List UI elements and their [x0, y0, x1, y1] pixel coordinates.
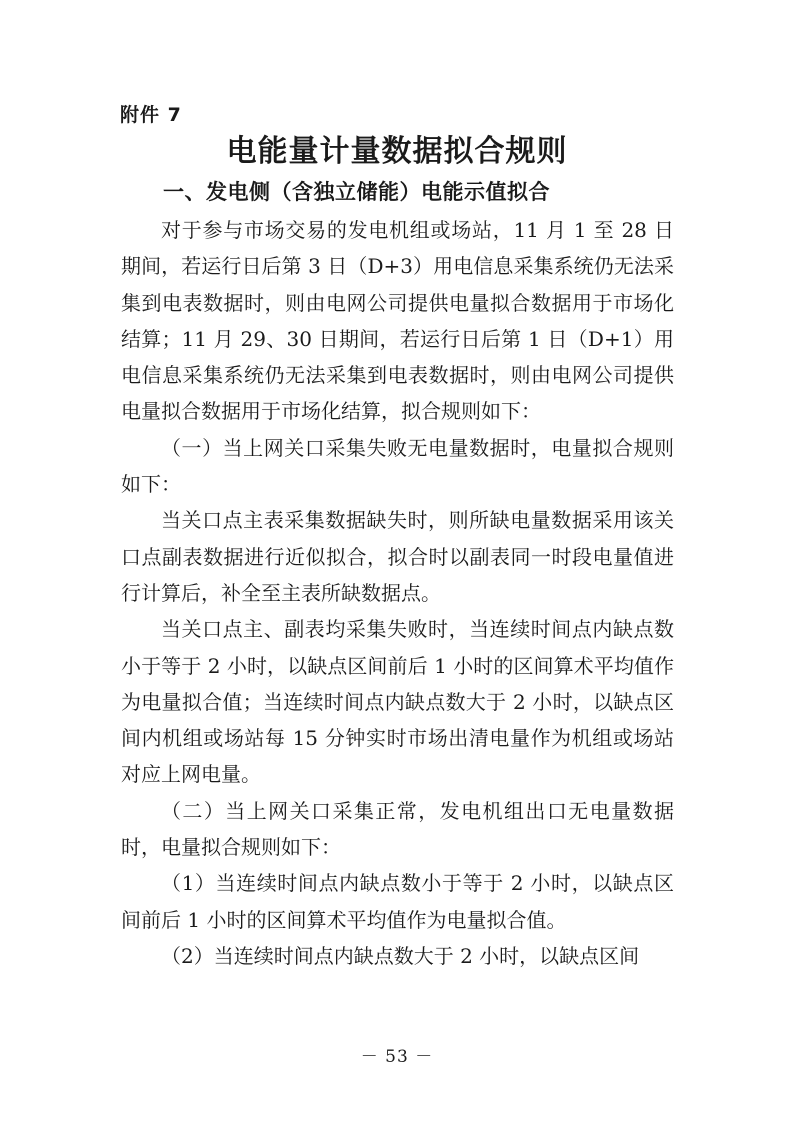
attachment-label: 附件 7 [120, 104, 182, 126]
page-number: － 53 － [360, 1047, 434, 1067]
paragraph: 对于参与市场交易的发电机组或场站，11 月 1 至 28 日期间，若运行日后第 3 日（D+3）用电信息采集系统仍无法采集到电表数据时，则由电网公司提供电量拟合数据用于市场化结算；11 月 29、30 日期间，若运行日后第 1 日（D+1）用电信息采集系统仍无法采集到电表数据时，则由电网公司提供电量拟合数据用于市场化结算，拟合规则如下： [121, 218, 674, 424]
paragraph: （2）当连续时间点内缺点数大于 2 小时，以缺点区间 [161, 943, 640, 968]
section-heading: 一、发电侧（含独立储能）电能示值拟合 [163, 180, 550, 204]
paragraph: （1）当连续时间点内缺点数小于等于 2 小时，以缺点区间前后 1 小时的区间算术平均值作为电量拟合值。 [121, 871, 674, 932]
document-body [121, 212, 674, 974]
document-title: 电能量计量数据拟合规则 [226, 134, 568, 169]
paragraph: （一）当上网关口采集失败无电量数据时，电量拟合规则如下： [121, 435, 674, 497]
paragraph: （二）当上网关口采集正常，发电机组出口无电量数据时，电量拟合规则如下： [121, 798, 674, 860]
paragraph: 当关口点主、副表均采集失败时，当连续时间点内缺点数小于等于 2 小时，以缺点区间前后 1 小时的区间算术平均值作为电量拟合值；当连续时间点内缺点数大于 2 小时，以缺点区间内机组或场站每 15 分钟实时市场出清电量作为机组或场站对应上网电量。 [121, 617, 674, 787]
paragraph: 当关口点主表采集数据缺失时，则所缺电量数据采用该关口点副表数据进行近似拟合，拟合时以副表同一时段电量值进行计算后，补全至主表所缺数据点。 [121, 508, 674, 605]
